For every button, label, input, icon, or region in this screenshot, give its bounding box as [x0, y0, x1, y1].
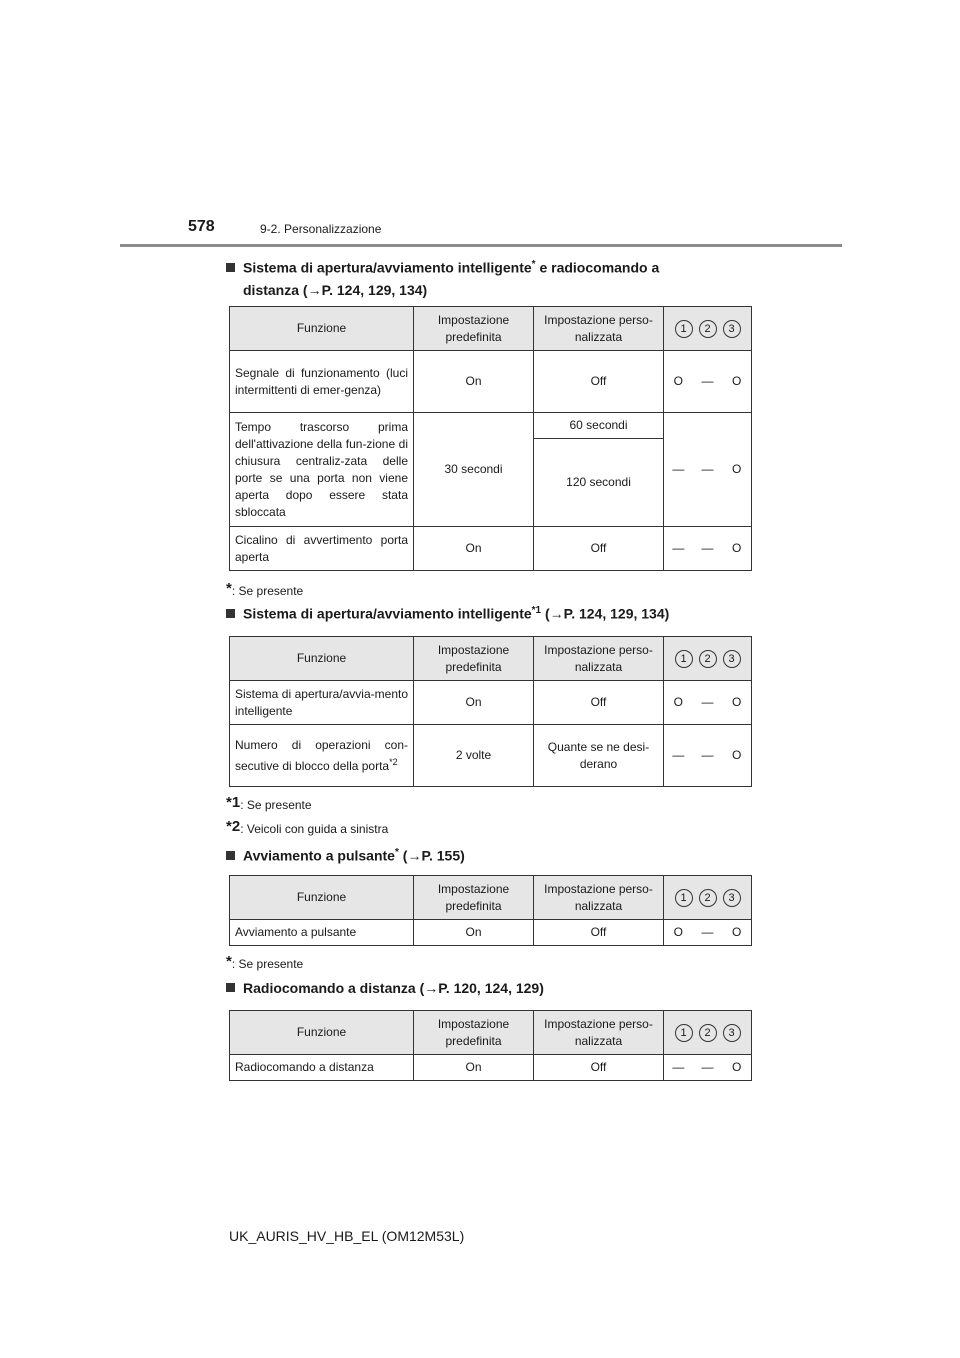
circle-1-icon: 1	[675, 889, 693, 907]
table-row: Tempo trascorso prima dell'attivazione della fun-zione di chiusura centraliz-zata delle porte se una porta non viene aperta dopo essere stata sbloccata 30 secondi 60 secondi — — O	[230, 413, 752, 439]
header-rule	[120, 244, 842, 247]
square-bullet-icon	[226, 851, 235, 860]
section-heading-smart-entry: Sistema di apertura/avviamento intelligente$^{*1}$ (→P. 124, 129, 134)	[226, 600, 752, 625]
circle-2-icon: 2	[699, 650, 717, 668]
section-title: 9-2. Personalizzazione	[260, 222, 382, 236]
footnote: *1: Se presente	[226, 794, 312, 812]
circle-1-icon: 1	[675, 320, 693, 338]
table-row: Cicalino di avvertimento porta aperta On Off — — O	[230, 527, 752, 571]
settings-table-3	[229, 875, 752, 946]
column-header-methods	[664, 1011, 752, 1055]
column-header-function: Funzione	[230, 637, 414, 681]
square-bullet-icon	[226, 609, 235, 618]
column-header-custom: Impostazione perso-nalizzata	[534, 876, 664, 920]
table-row: Segnale di funzionamento (luci intermittenti di emer-genza) On Off O — O	[230, 351, 752, 413]
column-header-function: Funzione	[230, 307, 414, 351]
document-code: UK_AURIS_HV_HB_EL (OM12M53L)	[229, 1228, 465, 1244]
footnote: *: Se presente	[226, 580, 304, 598]
circle-3-icon: 3	[723, 650, 741, 668]
settings-table-4	[229, 1010, 752, 1081]
arrow-right-icon: →	[307, 281, 322, 298]
column-header-custom: Impostazione perso-nalizzata	[534, 637, 664, 681]
column-header-default: Impostazione predefinita	[414, 637, 534, 681]
footnote: *2: Veicoli con guida a sinistra	[226, 818, 389, 836]
table-row: Avviamento a pulsante On Off O — O	[230, 920, 752, 946]
table-row: 120 secondi	[230, 439, 752, 527]
column-header-custom: Impostazione perso-nalizzata	[534, 307, 664, 351]
circle-3-icon: 3	[723, 889, 741, 907]
circle-1-icon: 1	[675, 1024, 693, 1042]
section-heading-push-start: Avviamento a pulsante* (→P. 155)	[226, 842, 752, 867]
circle-2-icon: 2	[699, 889, 717, 907]
footnote: *: Se presente	[226, 953, 304, 971]
column-header-custom: Impostazione perso-nalizzata	[534, 1011, 664, 1055]
circle-1-icon: 1	[675, 650, 693, 668]
column-header-methods	[664, 307, 752, 351]
square-bullet-icon	[226, 983, 235, 992]
column-header-default: Impostazione predefinita	[414, 307, 534, 351]
table-row: Sistema di apertura/avvia-mento intelligente On Off O — O	[230, 681, 752, 725]
table-row: Numero di operazioni con-secutive di blocco della porta$^{*2}$ 2 volte Quante se ne desi-derano — — O	[230, 725, 752, 787]
settings-table-2	[229, 636, 752, 787]
circle-2-icon: 2	[699, 1024, 717, 1042]
page-number: 578	[188, 218, 215, 235]
circle-3-icon: 3	[723, 1024, 741, 1042]
square-bullet-icon	[226, 263, 235, 272]
column-header-methods	[664, 637, 752, 681]
section-heading-wireless-remote: Radiocomando a distanza (→P. 120, 124, 129)	[226, 977, 752, 999]
circle-2-icon: 2	[699, 320, 717, 338]
column-header-methods	[664, 876, 752, 920]
circle-3-icon: 3	[723, 320, 741, 338]
table-row: Radiocomando a distanza On Off — — O	[230, 1055, 752, 1081]
column-header-function: Funzione	[230, 1011, 414, 1055]
arrow-right-icon: →	[407, 847, 422, 864]
section-heading-smart-entry-remote: Sistema di apertura/avviamento intelligente* e radiocomando a distanza (→P. 124, 129, 134)	[226, 254, 752, 301]
settings-table-1	[229, 306, 752, 571]
arrow-right-icon: →	[549, 605, 564, 622]
arrow-right-icon: →	[424, 980, 439, 996]
column-header-default: Impostazione predefinita	[414, 876, 534, 920]
column-header-default: Impostazione predefinita	[414, 1011, 534, 1055]
column-header-function: Funzione	[230, 876, 414, 920]
